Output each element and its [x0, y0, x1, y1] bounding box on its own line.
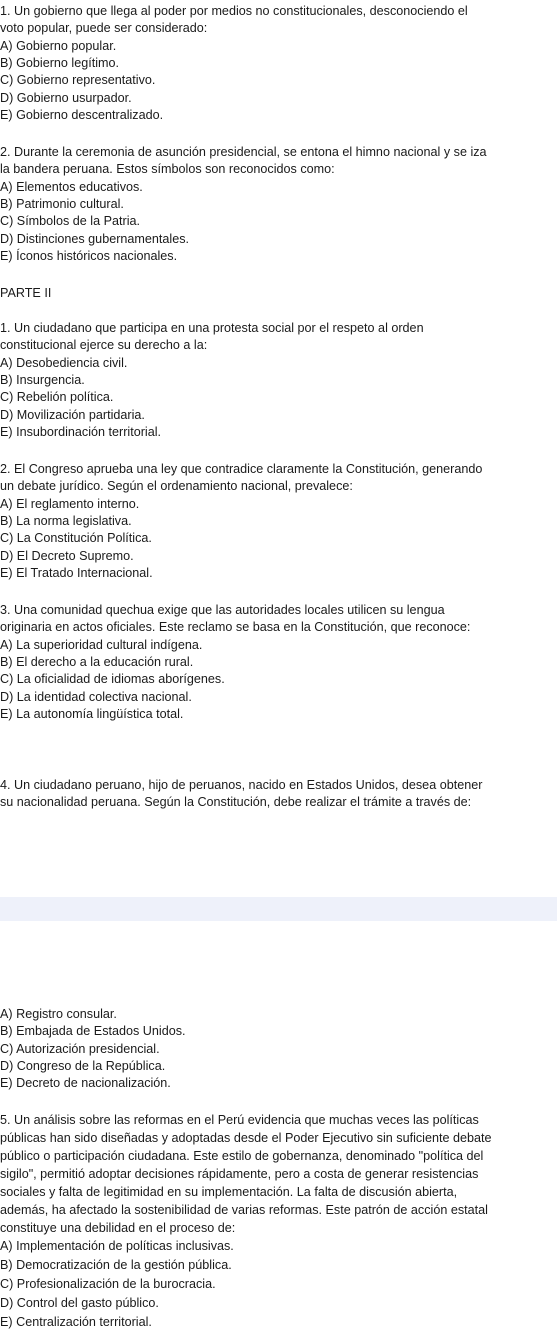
option-b: B) El derecho a la educación rural. — [0, 655, 194, 669]
question-text: originaria en actos oficiales. Este reclamo se basa en la Constitución, que reconoce: — [0, 620, 471, 634]
option-b: B) Patrimonio cultural. — [0, 197, 124, 211]
option-a: A) Registro consular. — [0, 1007, 117, 1021]
question-text: voto popular, puede ser considerado: — [0, 21, 208, 35]
question-text: 4. Un ciudadano peruano, hijo de peruanos, nacido en Estados Unidos, desea obtener — [0, 778, 483, 792]
section-title: PARTE II — [0, 286, 52, 300]
option-b: B) Embajada de Estados Unidos. — [0, 1024, 186, 1038]
option-e: E) Decreto de nacionalización. — [0, 1076, 171, 1090]
option-c: C) Autorización presidencial. — [0, 1042, 160, 1056]
option-c: C) La oficialidad de idiomas aborígenes. — [0, 672, 225, 686]
question-text: su nacionalidad peruana. Según la Constitución, debe realizar el trámite a través de: — [0, 795, 472, 809]
option-a: A) La superioridad cultural indígena. — [0, 638, 203, 652]
question-text: 2. El Congreso aprueba una ley que contradice claramente la Constitución, generando — [0, 462, 483, 476]
question-text: constituye una debilidad en el proceso de: — [0, 1221, 236, 1235]
option-a: A) Gobierno popular. — [0, 39, 117, 53]
option-c: C) Gobierno representativo. — [0, 73, 156, 87]
option-a: A) Implementación de políticas inclusivas. — [0, 1239, 234, 1253]
option-a: A) Desobediencia civil. — [0, 356, 128, 370]
option-c: C) Profesionalización de la burocracia. — [0, 1277, 216, 1291]
question-text: 5. Un análisis sobre las reformas en el Perú evidencia que muchas veces las políticas — [0, 1113, 479, 1127]
question-text: constitucional ejerce su derecho a la: — [0, 338, 208, 352]
option-e: E) Insubordinación territorial. — [0, 425, 161, 439]
option-b: B) Democratización de la gestión pública. — [0, 1258, 232, 1272]
option-e: E) Íconos históricos nacionales. — [0, 249, 178, 263]
option-d: D) Congreso de la República. — [0, 1059, 166, 1073]
option-e: E) Centralización territorial. — [0, 1315, 152, 1329]
question-text: 2. Durante la ceremonia de asunción presidencial, se entona el himno nacional y se iza — [0, 145, 487, 159]
question-text: 1. Un gobierno que llega al poder por medios no constitucionales, desconociendo el — [0, 4, 468, 18]
page-separator-band — [0, 897, 557, 921]
question-text: además, ha afectado la sostenibilidad de varias reformas. Este patrón de acción estatal — [0, 1203, 488, 1217]
option-d: D) Distinciones gubernamentales. — [0, 232, 189, 246]
option-d: D) El Decreto Supremo. — [0, 549, 134, 563]
option-e: E) Gobierno descentralizado. — [0, 108, 164, 122]
question-text: la bandera peruana. Estos símbolos son reconocidos como: — [0, 162, 335, 176]
option-d: D) Movilización partidaria. — [0, 408, 145, 422]
option-d: D) Gobierno usurpador. — [0, 91, 132, 105]
option-c: C) Símbolos de la Patria. — [0, 214, 140, 228]
question-text: 1. Un ciudadano que participa en una protesta social por el respeto al orden — [0, 321, 424, 335]
option-b: B) Gobierno legítimo. — [0, 56, 119, 70]
option-a: A) El reglamento interno. — [0, 497, 140, 511]
option-b: B) La norma legislativa. — [0, 514, 132, 528]
question-text: un debate jurídico. Según el ordenamiento nacional, prevalece: — [0, 479, 353, 493]
option-e: E) La autonomía lingüística total. — [0, 707, 184, 721]
question-text: sociales y falta de legitimidad en su implementación. La falta de discusión abierta, — [0, 1185, 458, 1199]
question-text: 3. Una comunidad quechua exige que las autoridades locales utilicen su lengua — [0, 603, 445, 617]
option-d: D) Control del gasto público. — [0, 1296, 159, 1310]
option-b: B) Insurgencia. — [0, 373, 85, 387]
question-text: sigilo", permitió adoptar decisiones rápidamente, pero a costa de generar resistencias — [0, 1167, 479, 1181]
option-c: C) Rebelión política. — [0, 390, 114, 404]
question-text: públicas han sido diseñadas y adoptadas desde el Poder Ejecutivo sin suficiente debate — [0, 1131, 492, 1145]
question-text: público o participación ciudadana. Este estilo de gobernanza, denominado "política del — [0, 1149, 484, 1163]
option-e: E) El Tratado Internacional. — [0, 566, 153, 580]
option-d: D) La identidad colectiva nacional. — [0, 690, 192, 704]
option-a: A) Elementos educativos. — [0, 180, 143, 194]
option-c: C) La Constitución Política. — [0, 531, 152, 545]
